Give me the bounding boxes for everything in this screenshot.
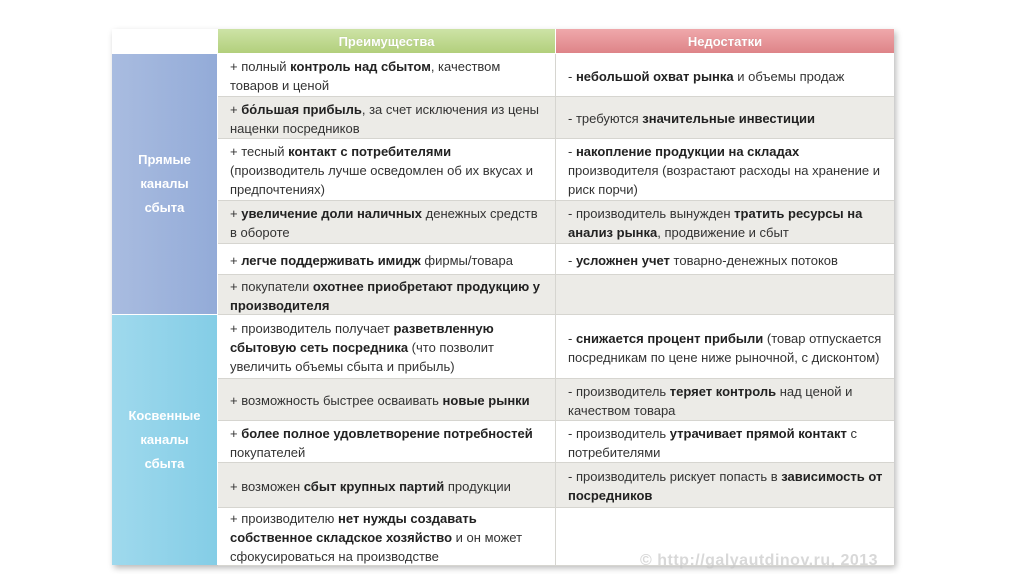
direct-channels-label	[112, 54, 217, 314]
text-fragment: продукции	[444, 478, 511, 494]
disadvantage-cell	[556, 463, 894, 507]
indirect-label-line: Косвенные	[128, 408, 201, 423]
text-fragment: - требуются	[568, 111, 643, 126]
bold-fragment: охотнее приобретают продукцию у производителя	[230, 278, 541, 313]
text-fragment: - производитель вынужден	[568, 206, 735, 221]
disadvantage-cell-text	[568, 67, 886, 86]
text-fragment: - производитель	[568, 425, 670, 441]
text-fragment: -	[568, 330, 576, 346]
bold-fragment: зависимость от посредников	[568, 469, 883, 503]
indirect-channels-label	[112, 315, 217, 565]
disadvantage-cell	[556, 54, 894, 96]
bold-fragment: контроль над сбытом	[290, 59, 431, 74]
advantage-cell-text	[230, 204, 547, 242]
disadvantages-header: Недостатки	[556, 29, 894, 53]
watermark: © http://galyautdinov.ru, 2013	[640, 552, 879, 569]
advantage-cell	[218, 244, 555, 274]
bold-fragment: бо́льшая прибыль	[241, 101, 362, 117]
disadvantage-cell-text	[568, 204, 886, 242]
text-fragment: фирмы/товара	[420, 252, 513, 268]
comparison-table	[112, 29, 894, 565]
text-fragment: +	[230, 101, 242, 117]
bold-fragment: более полное удовлетворение потребностей	[241, 425, 533, 441]
text-fragment: производителя (возрастают расходы на хранение и риск порчи)	[568, 163, 881, 197]
advantage-cell	[218, 463, 555, 507]
disadvantage-cell	[556, 421, 894, 462]
advantage-cell-text	[230, 251, 547, 270]
column-divider	[555, 54, 556, 565]
direct-label-line: каналы	[140, 176, 189, 191]
advantage-cell	[218, 275, 555, 314]
text-fragment: + полный	[230, 59, 291, 74]
advantage-cell-text	[230, 142, 547, 199]
advantage-cell-text	[230, 277, 547, 315]
text-fragment: денежных средств в обороте	[230, 206, 538, 240]
disadvantage-cell-text	[568, 382, 886, 420]
text-fragment: - производитель	[568, 383, 670, 399]
bold-fragment: тратить ресурсы на анализ рынка	[568, 206, 863, 240]
direct-label-line: Прямые	[138, 152, 191, 167]
text-fragment: + производитель получает	[230, 321, 394, 336]
advantage-cell-text	[230, 391, 547, 410]
text-fragment: и он может сфокусироваться на производстве	[230, 530, 523, 564]
advantage-cell	[218, 97, 555, 138]
bold-fragment: нет нужды создавать собственное складское хозяйство	[230, 511, 477, 545]
advantage-cell	[218, 508, 555, 565]
bold-fragment: контакт с потребителями	[288, 144, 452, 159]
disadvantage-cell-text	[568, 424, 886, 462]
text-fragment: товарно-денежных потоков	[669, 252, 838, 268]
disadvantage-cell-text	[568, 251, 886, 270]
advantage-cell	[218, 379, 555, 420]
text-fragment: и объемы продаж	[733, 68, 845, 84]
text-fragment: (что позволит увеличить объемы сбыта и прибыль)	[230, 340, 495, 374]
bold-fragment: сбыт крупных партий	[303, 478, 445, 494]
text-fragment: с потребителями	[568, 425, 857, 460]
text-fragment: (производитель лучше осведомлен об их вкусах и предпочтениях)	[230, 163, 533, 197]
advantage-cell	[218, 54, 555, 96]
advantage-cell	[218, 139, 555, 200]
indirect-label-line: сбыта	[144, 456, 185, 471]
text-fragment: + тесный	[230, 144, 289, 159]
text-fragment: (товар отпускается посредникам по цене ниже рыночной, с дисконтом)	[568, 330, 882, 365]
bold-fragment: накопление продукции на складах	[575, 144, 800, 159]
text-fragment: +	[230, 425, 242, 441]
disadvantage-cell	[556, 139, 894, 200]
disadvantage-cell	[556, 97, 894, 138]
disadvantage-cell-text	[568, 109, 886, 128]
direct-label-line: сбыта	[144, 200, 185, 215]
advantage-cell-text	[230, 509, 547, 566]
advantage-cell	[218, 421, 555, 462]
text-fragment: - производитель рискует попасть в	[568, 469, 782, 484]
text-fragment: покупателей	[230, 444, 306, 460]
text-fragment: + производителю	[230, 511, 339, 526]
advantage-cell-text	[230, 57, 547, 95]
bold-fragment: разветвленную сбытовую сеть посредника	[230, 321, 494, 355]
bold-fragment: усложнен учет	[575, 252, 670, 268]
text-fragment: -	[568, 252, 576, 268]
disadvantage-cell	[556, 275, 894, 314]
disadvantage-cell-text	[568, 329, 886, 367]
bold-fragment: увеличение доли наличных	[241, 206, 423, 221]
text-fragment: -	[568, 68, 576, 84]
text-fragment: , качеством товаров и ценой	[230, 59, 501, 93]
text-fragment: -	[568, 144, 576, 159]
advantages-header: Преимущества	[218, 29, 555, 53]
bold-fragment: легче поддерживать имидж	[241, 252, 421, 268]
advantage-cell-text	[230, 424, 547, 462]
bold-fragment: утрачивает прямой контакт	[669, 425, 847, 441]
text-fragment: , продвижение и сбыт	[657, 225, 789, 240]
advantage-cell-text	[230, 477, 547, 496]
text-fragment: + возможность быстрее осваивать	[230, 393, 443, 408]
advantage-cell	[218, 315, 555, 378]
bold-fragment: значительные инвестиции	[642, 111, 815, 126]
disadvantage-cell	[556, 315, 894, 378]
text-fragment: + возможен	[230, 478, 304, 494]
disadvantage-cell	[556, 244, 894, 274]
advantage-cell-text	[230, 100, 547, 138]
bold-fragment: снижается процент прибыли	[575, 330, 764, 346]
indirect-label-line: каналы	[140, 432, 189, 447]
text-fragment: , за счет исключения из цены наценки посредников	[230, 101, 540, 136]
disadvantage-cell-text	[568, 142, 886, 199]
disadvantage-cell-text	[568, 467, 886, 505]
text-fragment: + покупатели	[230, 278, 313, 294]
bold-fragment: новые рынки	[442, 393, 530, 408]
text-fragment: над ценой и качеством товара	[568, 383, 853, 418]
text-fragment: +	[230, 206, 242, 221]
disadvantage-cell	[556, 379, 894, 420]
advantage-cell-text	[230, 319, 547, 376]
disadvantage-cell	[556, 201, 894, 243]
bold-fragment: небольшой охват рынка	[575, 68, 734, 84]
bold-fragment: теряет контроль	[669, 383, 777, 399]
advantage-cell	[218, 201, 555, 243]
text-fragment: +	[230, 252, 242, 268]
